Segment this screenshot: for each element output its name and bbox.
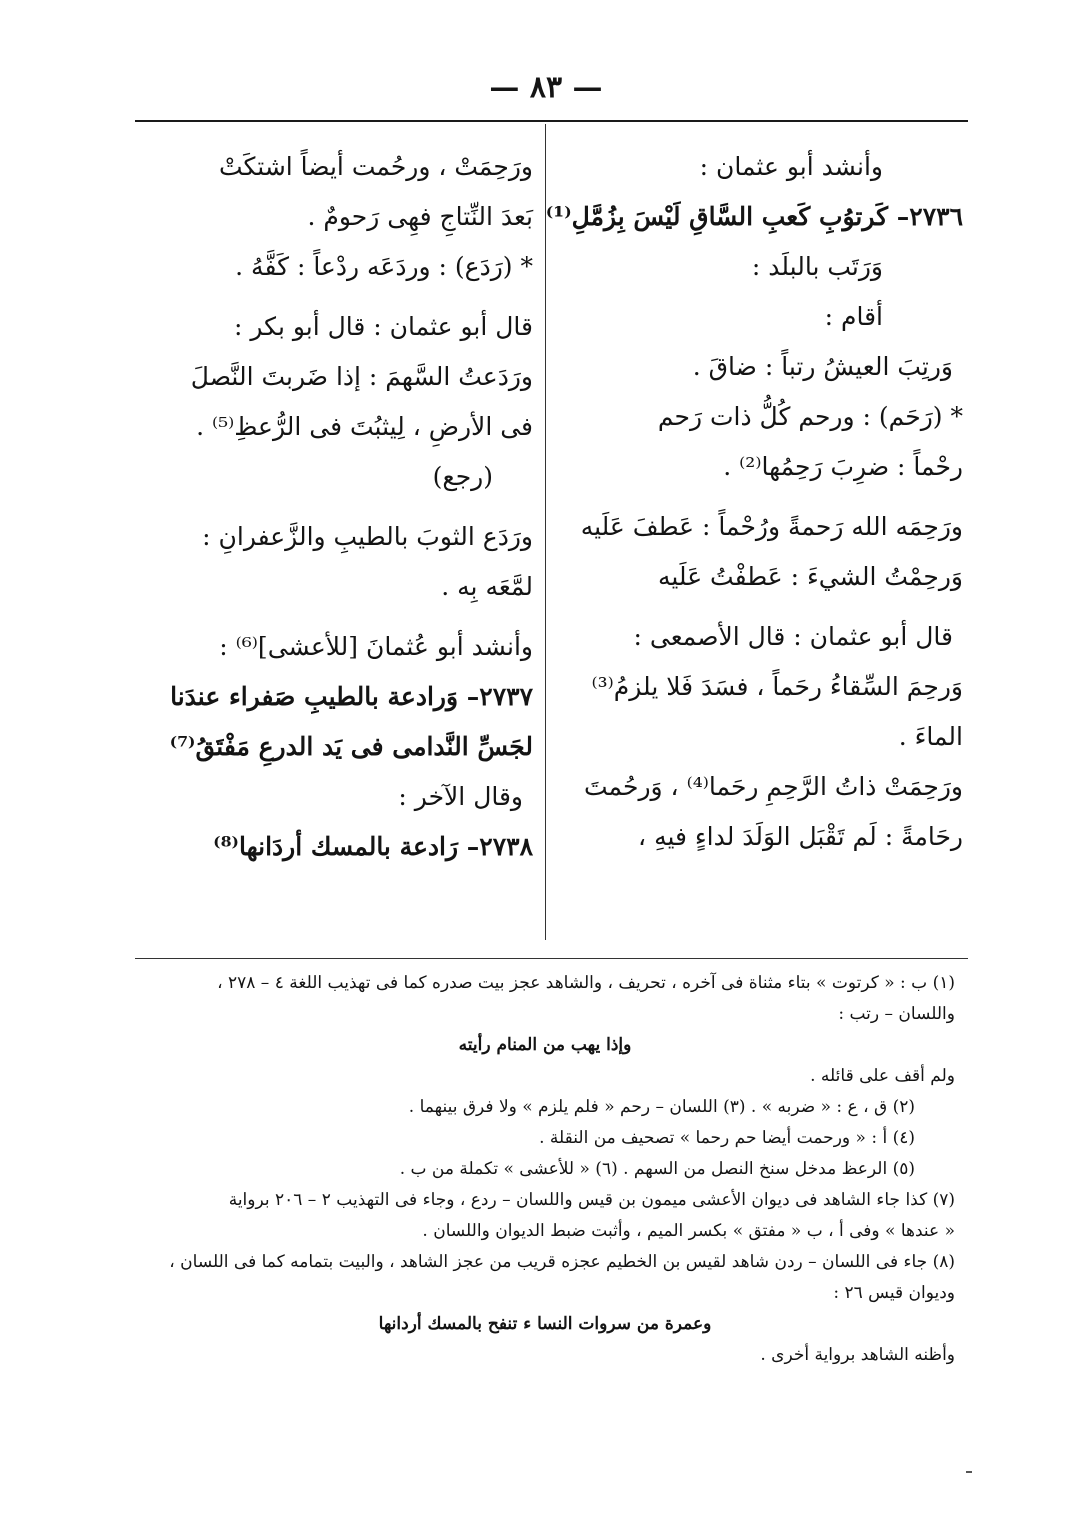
entry-heading-line: * (رَدَع) : وردَعَه ردْعاً : كَفَّهُ . <box>235 252 533 281</box>
text-line: وقال الآخر : <box>398 782 523 811</box>
text-line: وَرحِمَ السِّقاءُ رحَماً ، فسَدَ فَلا يلزمُ⁽³⁾ <box>591 672 963 701</box>
text-line: وَرحِمْتُ الشيءَ : عَطفْتُ عَلَيه <box>657 562 963 591</box>
text-line: ورَحِمَتْ ذاتُ الرَّحِمِ رحَما⁽⁴⁾ ، وَرحُمتَ <box>584 772 963 801</box>
text-line: ورَحِمَه الله رَحمةً ورُحْماً : عَطفَ عَلَيه <box>580 512 963 541</box>
footnote-line: وديوان قيس ٢٦ : <box>833 1283 955 1303</box>
text-line: بَعدَ النِّتاجِ فهِى رَحومٌ . <box>307 202 533 231</box>
footnote-line: (١) ب : « كرتوت » بتاء مثناة فى آخره ، تحريف ، والشاهد عجز بيت صدره كما فى تهذيب اللغة ٤ – ٢٧٨ ، <box>217 973 955 993</box>
text-line: وَرَتَب بالبلَد : <box>751 252 883 281</box>
footnotes <box>135 968 955 1371</box>
text-line: ورَدَع الثوبَ بالطيبِ والزَّعفرانِ : <box>202 522 533 551</box>
text-line: الماءَ . <box>898 722 963 751</box>
text-line: فى الأرضِ ، لِيثبُتَ فى الرُّعظِ⁽⁵⁾ . <box>196 412 533 441</box>
right-column <box>545 142 963 862</box>
text-line: قال أبو عثمان : قال أبو بكر : <box>233 312 533 341</box>
text-line: رحَامةً : لَم تَقْبَل الوَلَدَ لداءٍ فيهِ ، <box>638 822 963 851</box>
footnote-line: (٨) جاء فى اللسان – ردن شاهد لقيس بن الخطيم عجزه قريب من عجز الشاهد ، والبيت بتمامه كما فى اللسان ، <box>169 1252 955 1272</box>
text-line: وأنشد أبو عثمان : <box>699 152 883 181</box>
quoted-verse: وعمرة من سروات النسا ء تنفح بالمسك أردانها <box>378 1314 712 1334</box>
text-line: قال أبو عثمان : قال الأصمعى : <box>633 622 953 651</box>
text-line: وأنشد أبو عُثمانَ [للأعشى]⁽⁶⁾ : <box>219 632 533 661</box>
footnote-line: (٥) الرعظ مدخل سنخ النصل من السهم . (٦) « للأعشى » تكملة من ب . <box>399 1159 915 1179</box>
footnote-line: (٧) كذا جاء الشاهد فى ديوان الأعشى ميمون بن قيس واللسان – ردع ، وجاء فى التهذيب ٢ – ٢٠٦ برواية <box>228 1190 955 1210</box>
verse-line: لجَسِّ النَّدامى فى يَد الدرعِ مَفْتَقُ⁽⁷⁾ <box>169 732 533 761</box>
footnote-line: وأظنه الشاهد برواية أخرى . <box>760 1345 955 1365</box>
text-line: رحْماً : ضرِبَ رَحِمُها⁽²⁾ . <box>723 452 963 481</box>
header-rule <box>135 120 968 122</box>
verse-line: ٢٧٣٧– وَرادعة بالطيبِ صَفراء عندَنا <box>170 682 533 711</box>
quoted-verse: وإذا يهب من المنام رأيته <box>458 1035 632 1055</box>
text-line: ورَحِمَتْ ، ورحُمت أيضاً اشتكَتْ <box>218 152 533 181</box>
page-mark <box>966 1471 972 1473</box>
column-divider <box>545 124 546 940</box>
entry-heading-line: * (رَحَم) : ورحم كُلُّ ذات رَحم <box>657 402 963 431</box>
text-line: ورَدَعتُ السَّهمَ : إذا ضَربتَ النَّصلَ <box>190 362 533 391</box>
footnote-line: (٤) أ : « ورحمت أيضا حم رحما » تصحيف من النقلة . <box>539 1128 915 1148</box>
footnote-line: (٢) ق ، ع : « ضربه » . (٣) اللسان – رحم « فلم يلزم » ولا فرق بينهما . <box>408 1097 915 1117</box>
text-line: وَرتِبَ العيشُ رتباً : ضاقَ . <box>692 352 953 381</box>
cross-reference-line: (رجع) <box>432 462 493 491</box>
footnote-line: « عندها » وفى أ ، ب « مفتق » بكسر الميم ، وأثبت ضبط الديوان واللسان . <box>422 1221 955 1241</box>
footnote-rule <box>135 958 968 959</box>
verse-line: ٢٧٣٦– كَرتوُبِ كَعبِ السَّاقِ لَيْسَ بِزُمَّلِ⁽¹⁾ <box>545 202 963 231</box>
footnote-line: واللسان – رتب : <box>838 1004 955 1024</box>
footnote-line: ولم أقف على قائله . <box>810 1066 955 1086</box>
left-column <box>148 142 533 872</box>
verse-line: ٢٧٣٨– رَادعة بالمسك أردَانها⁽⁸⁾ <box>213 832 533 861</box>
page-number: — ٨٣ — <box>489 70 603 105</box>
text-line: لمَّعَه بِه . <box>441 572 533 601</box>
text-line: أقام : <box>824 302 883 331</box>
